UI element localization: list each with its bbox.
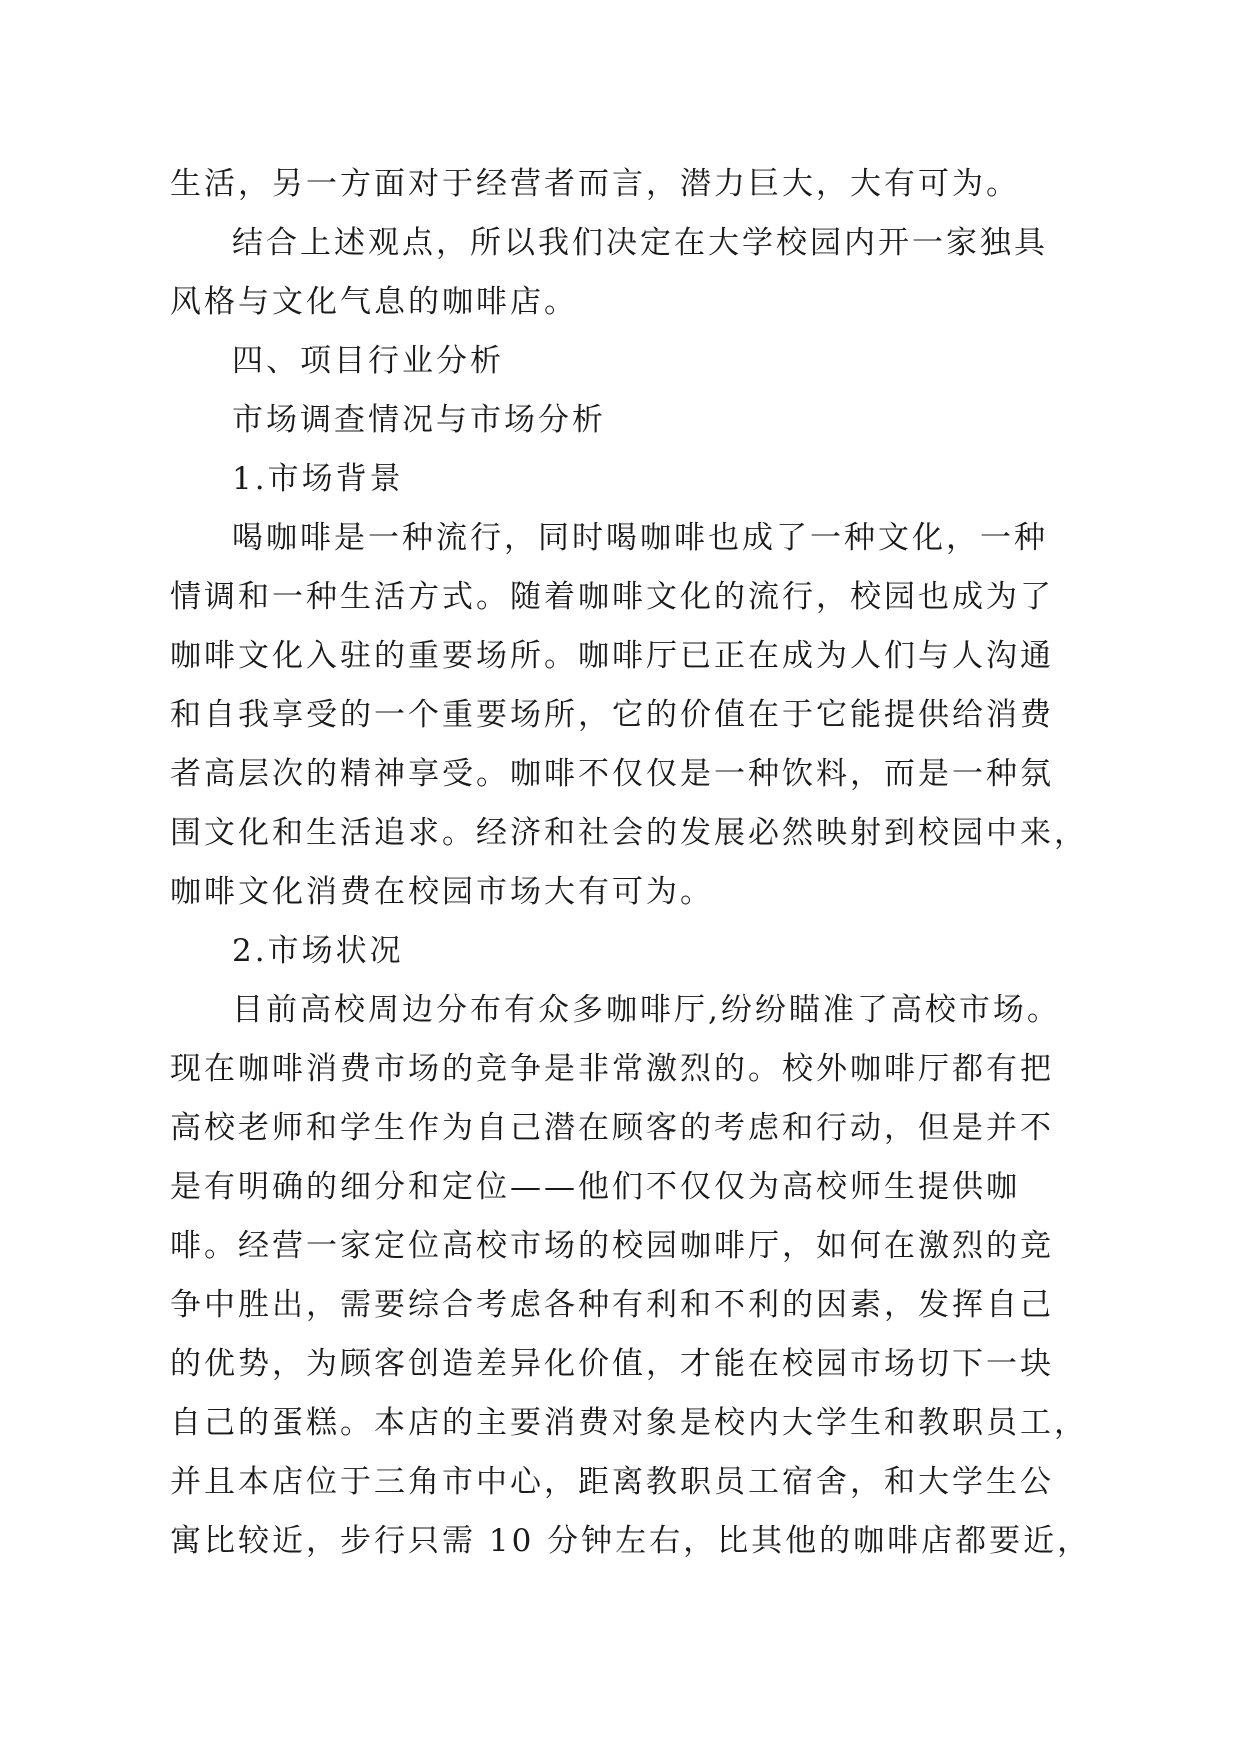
text-line: 咖啡文化消费在校园市场大有可为。 [170,874,714,910]
text-line: 结合上述观点，所以我们决定在大学校园内开一家独具 [232,225,1048,261]
subsection-heading: 市场调查情况与市场分析 [232,402,606,438]
text-line: 自己的蛋糕。本店的主要消费对象是校内大学生和教职员工， [170,1405,1088,1441]
text-line: 的优势，为顾客创造差异化价值，才能在校园市场切下一块 [170,1346,1054,1382]
numbered-heading: 2.市场状况 [232,933,404,969]
text-line: 寓比较近，步行只需 10 分钟左右，比其他的咖啡店都要近， [170,1523,1092,1559]
text-line: 高校老师和学生作为自己潜在顾客的考虑和行动，但是并不 [170,1110,1054,1146]
text-line: 者高层次的精神享受。咖啡不仅仅是一种饮料，而是一种氛 [170,756,1054,792]
text-line: 喝咖啡是一种流行，同时喝咖啡也成了一种文化，一种 [232,520,1048,556]
text-line: 啡。经营一家定位高校市场的校园咖啡厅，如何在激烈的竞 [170,1228,1054,1264]
text-line: 情调和一种生活方式。随着咖啡文化的流行，校园也成为了 [170,579,1054,615]
text-line: 围文化和生活追求。经济和社会的发展必然映射到校园中来， [170,815,1088,851]
text-line: 和自我享受的一个重要场所，它的价值在于它能提供给消费 [170,697,1054,733]
text-line: 目前高校周边分布有众多咖啡厅,纷纷瞄准了高校市场。 [232,992,1061,1028]
text-line: 现在咖啡消费市场的竞争是非常激烈的。校外咖啡厅都有把 [170,1051,1054,1087]
text-line: 并且本店位于三角市中心，距离教职员工宿舍，和大学生公 [170,1464,1054,1500]
text-line: 是有明确的细分和定位——他们不仅仅为高校师生提供咖 [170,1169,1020,1205]
text-line: 咖啡文化入驻的重要场所。咖啡厅已正在成为人们与人沟通 [170,638,1054,674]
text-line: 生活，另一方面对于经营者而言，潜力巨大，大有可为。 [170,166,1020,202]
section-heading: 四、项目行业分析 [232,343,504,379]
text-line: 争中胜出，需要综合考虑各种有利和不利的因素，发挥自己 [170,1287,1054,1323]
numbered-heading: 1.市场背景 [232,461,404,497]
text-line: 风格与文化气息的咖啡店。 [170,284,578,320]
